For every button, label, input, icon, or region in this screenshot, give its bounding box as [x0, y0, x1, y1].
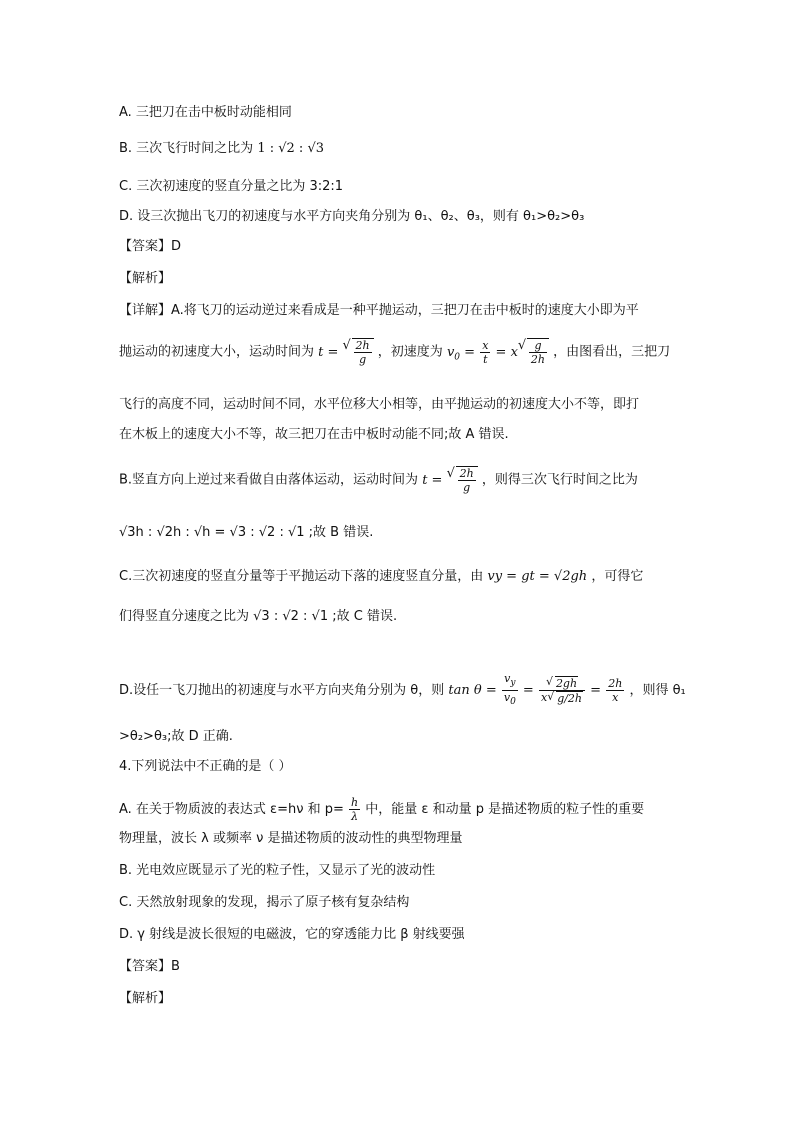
q4-option-d: D. γ 射线是波长很短的电磁波，它的穿透能力比 β 射线要强: [119, 927, 465, 942]
q4-option-b: B. 光电效应既显示了光的粒子性，又显示了光的波动性: [119, 863, 436, 878]
q3-b-line-2: √3h : √2h : √h = √3 : √2 : √1 ;故 B 错误.: [119, 525, 374, 540]
q3-detail-line-4: 在木板上的速度大小不等，故三把刀在击中板时动能不同;故 A 错误.: [119, 427, 509, 442]
formula-time: t = √ $\frac{2h}{g}$: [318, 345, 378, 360]
formula-vertical-velocity: vy = gt = √2gh: [487, 569, 588, 584]
formula-initial-velocity: $v_0$ = $\frac{x}{t}$ = x √ $\frac{g}{2h}$: [447, 345, 553, 360]
q3-option-d: D. 设三次抛出飞刀的初速度与水平方向夹角分别为 θ₁、θ₂、θ₃，则有 θ₁>θ₂>θ₃: [119, 209, 585, 224]
q3-b-line-1: B.竖直方向上逆过来看做自由落体运动，运动时间为 t = √ $\frac{2h}{g}$ ，则得三次飞行时间之比为: [119, 466, 638, 494]
q3-c-line-2: 们得竖直分速度之比为 √3 : √2 : √1 ;故 C 错误.: [119, 609, 398, 624]
q4-option-a-line-1: A. 在关于物质波的表达式 ε=hν 和 p= $\frac{h}{\lambda}$ 中，能量 ε 和动量 p 是描述物质的粒子性的重要: [119, 796, 645, 823]
q4-option-c: C. 天然放射现象的发现，揭示了原子核有复杂结构: [119, 895, 410, 910]
formula-momentum: $\frac{h}{\lambda}$: [351, 796, 359, 823]
q4-option-a-line-2: 物理量，波长 λ 或频率 ν 是描述物质的波动性的典型物理量: [119, 831, 463, 846]
q3-detail-line-2: 抛运动的初速度大小，运动时间为 t = √ $\frac{2h}{g}$ ，初速度为 $v_0$ = $\frac{x}{t}$ = x √ $\frac{g}{2h}$ ，由图看出，三把刀: [119, 338, 670, 366]
q3-option-a: A. 三把刀在击中板时动能相同: [119, 105, 292, 120]
q3-option-c: C. 三次初速度的竖直分量之比为 3:2:1: [119, 179, 344, 194]
q3-d-line-1: D.设任一飞刀抛出的初速度与水平方向夹角分别为 θ，则 tan θ = $\frac{v_y}{v_0}$ = √ $\frac{2gh}{x√ g/2h}$ = $\frac{2h}{x}$ ，则得 θ₁: [119, 672, 686, 709]
q3-answer: 【答案】D: [119, 239, 182, 254]
formula-fall-time: t = √ $\frac{2h}{g}$: [422, 473, 482, 488]
q3-option-b: B. 三次飞行时间之比为 1 : √2 : √3: [119, 141, 324, 156]
q4-answer: 【答案】B: [119, 959, 180, 974]
q3-detail-line-1: 【详解】A.将飞刀的运动逆过来看成是一种平抛运动，三把刀在击中板时的速度大小即为平: [119, 303, 639, 318]
formula-tan-theta: tan θ = $\frac{v_y}{v_0}$ = √ $\frac{2gh}{x√ g/2h}$ = $\frac{2h}{x}$: [448, 683, 629, 698]
q3-analysis-heading: 【解析】: [119, 271, 172, 286]
q4-analysis-heading: 【解析】: [119, 991, 172, 1006]
q4-stem: 4.下列说法中不正确的是（ ）: [119, 759, 292, 774]
q3-d-line-2: >θ₂>θ₃;故 D 正确.: [119, 729, 233, 744]
q3-detail-line-3: 飞行的高度不同，运动时间不同，水平位移大小相等，由平抛运动的初速度大小不等，即打: [119, 397, 640, 412]
q3-option-b-ratio: 1 : √2 : √3: [257, 141, 324, 156]
q3-c-line-1: C.三次初速度的竖直分量等于平抛运动下落的速度竖直分量，由 vy = gt = √2gh ，可得它: [119, 569, 644, 584]
